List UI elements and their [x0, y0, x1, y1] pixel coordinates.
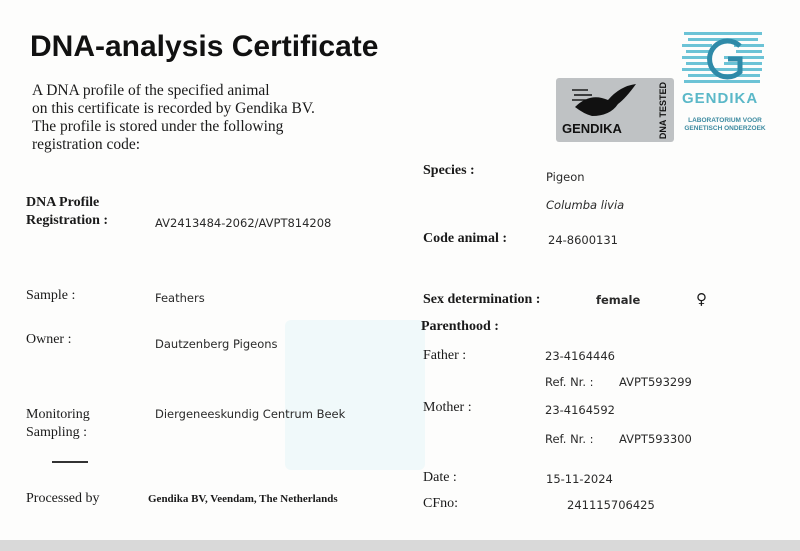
father-ref-value: AVPT593299: [619, 375, 692, 389]
owner-label: Owner :: [26, 332, 72, 347]
mother-value: 23-4164592: [545, 403, 615, 417]
monitoring-label: Monitoring: [26, 407, 90, 422]
intro-line: A DNA profile of the specified animal: [32, 82, 270, 99]
father-label: Father :: [423, 348, 467, 363]
sample-value: Feathers: [155, 291, 205, 305]
registration-value: AV2413484-2062/AVPT814208: [155, 216, 332, 230]
sampling-label: Sampling :: [26, 425, 88, 440]
code-animal-value: 24-8600131: [548, 233, 618, 247]
mother-ref-value: AVPT593300: [619, 432, 692, 446]
intro-paragraph: [32, 82, 315, 154]
mother-label: Mother :: [423, 400, 472, 415]
father-value: 23-4164446: [545, 349, 615, 363]
dna-tested-badge: [556, 78, 674, 142]
pigeon-icon: [570, 82, 640, 122]
date-value: 15-11-2024: [546, 472, 613, 486]
father-ref-label: Ref. Nr. :: [545, 375, 594, 389]
intro-line: The profile is stored under the following: [32, 118, 284, 135]
sample-label: Sample :: [26, 288, 76, 303]
cfno-value: 241115706425: [567, 498, 655, 512]
owner-value: Dautzenberg Pigeons: [155, 337, 278, 351]
badge-brand-text: GENDIKA: [562, 121, 622, 136]
registration-label-2: Registration :: [26, 213, 109, 228]
badge-side-text: DNA TESTED: [658, 82, 668, 140]
monitoring-value: Diergeneeskundig Centrum Beek: [155, 407, 346, 421]
processed-label: Processed by: [26, 491, 100, 506]
divider-dash: [52, 461, 88, 463]
intro-line: on this certificate is recorded by Gendika BV.: [32, 100, 315, 117]
registration-label: DNA Profile: [26, 195, 100, 210]
certificate-title: DNA-analysis Certificate: [30, 30, 379, 63]
scan-bottom-edge: [0, 540, 800, 551]
intro-line: registration code:: [32, 136, 141, 153]
sex-determination-label: Sex determination :: [423, 292, 541, 307]
mother-ref-label: Ref. Nr. :: [545, 432, 594, 446]
parenthood-label: Parenthood :: [421, 319, 499, 334]
brand-subtitle: [682, 117, 768, 133]
species-latin-value: Columba livia: [546, 198, 625, 212]
brand-name: GENDIKA: [682, 90, 759, 107]
female-symbol-icon: ♀: [696, 290, 707, 308]
gendika-logo-icon: [680, 28, 766, 90]
background-watermark: [285, 320, 425, 470]
cfno-label: CFno:: [423, 496, 459, 511]
date-label: Date :: [423, 470, 457, 485]
processed-value: Gendika BV, Veendam, The Netherlands: [148, 493, 338, 505]
species-value: Pigeon: [546, 170, 585, 184]
brand-subtitle-line: GENETISCH ONDERZOEK: [684, 125, 766, 132]
species-label: Species :: [423, 163, 475, 178]
code-animal-label: Code animal :: [423, 231, 507, 246]
sex-value: female: [596, 293, 641, 307]
brand-subtitle-line: LABORATORIUM VOOR: [688, 117, 762, 124]
